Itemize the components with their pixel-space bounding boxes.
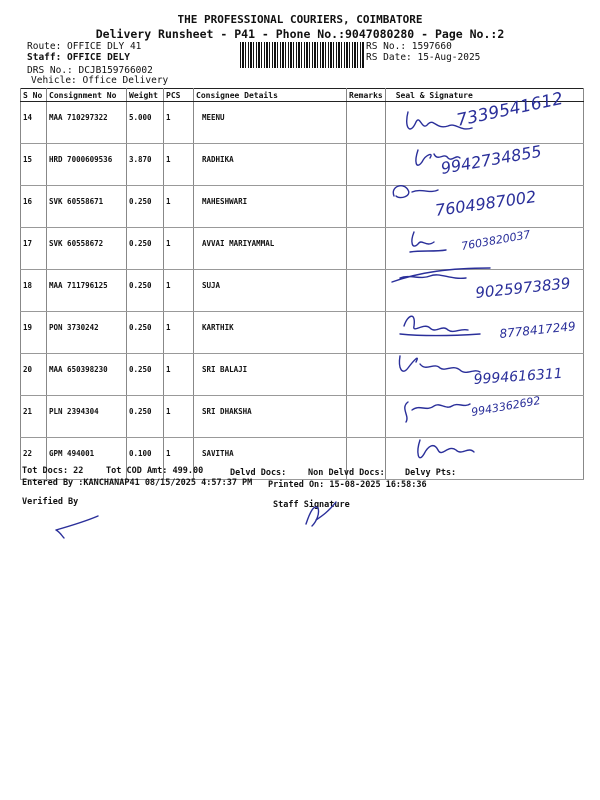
row-pcs: 1 — [164, 312, 194, 354]
runsheet-subtitle: Delivery Runsheet - P41 - Phone No.:9047080280 - Page No.:2 — [95, 27, 505, 41]
row-sno: 16 — [21, 186, 47, 228]
row-pcs: 1 — [164, 144, 194, 186]
delvd-docs: Delvd Docs: — [230, 468, 287, 478]
row-consignment: MAA 650398230 — [47, 354, 127, 396]
row-remarks — [347, 144, 386, 186]
row-consignee: KARTHIK — [194, 312, 347, 354]
row-remarks — [347, 312, 386, 354]
row-pcs: 1 — [164, 102, 194, 144]
row-sno: 17 — [21, 228, 47, 270]
signature-mark-22 — [418, 440, 474, 458]
staff-signature-ink — [296, 496, 356, 536]
row-consignment: MAA 711796125 — [47, 270, 127, 312]
row-pcs: 1 — [164, 270, 194, 312]
row-weight: 0.250 — [127, 312, 164, 354]
col-sno: S No — [21, 89, 47, 102]
signature-mark-19 — [400, 316, 480, 335]
row-consignee: MEENU — [194, 102, 347, 144]
signature-phone-21: 9943362692 — [470, 393, 542, 419]
row-consignee: SRI BALAJI — [194, 354, 347, 396]
col-signature: Seal & Signature — [385, 89, 583, 102]
row-sno: 19 — [21, 312, 47, 354]
row-sno: 18 — [21, 270, 47, 312]
row-weight: 0.100 — [127, 438, 164, 480]
row-sno: 22 — [21, 438, 47, 480]
verified-by-signature — [50, 508, 110, 548]
barcode — [240, 42, 364, 68]
route-label: Route: OFFICE DLY 41 — [27, 41, 142, 52]
row-pcs: 1 — [164, 228, 194, 270]
staff-label: Staff: OFFICE DELY — [27, 52, 130, 63]
row-remarks — [347, 186, 386, 228]
signature-phone-20: 9994616311 — [473, 365, 564, 388]
row-remarks — [347, 270, 386, 312]
entered-by: Entered By :KANCHANAP41 08/15/2025 4:57:37 PM — [22, 478, 253, 488]
signature-phone-18: 9025973839 — [474, 274, 572, 302]
row-weight: 3.870 — [127, 144, 164, 186]
col-pcs: PCS — [164, 89, 194, 102]
tot-docs: Tot Docs: 22 — [22, 466, 84, 476]
row-consignee: RADHIKA — [194, 144, 347, 186]
row-consignee: SRI DHAKSHA — [194, 396, 347, 438]
row-remarks — [347, 396, 386, 438]
row-weight: 0.250 — [127, 228, 164, 270]
staff-signature-mark — [306, 502, 336, 526]
row-pcs: 1 — [164, 396, 194, 438]
signature-phone-16: 7604987002 — [433, 186, 538, 220]
col-remarks: Remarks — [347, 89, 386, 102]
signature-mark-21 — [405, 402, 470, 422]
signature-mark-18 — [392, 268, 490, 282]
row-sno: 15 — [21, 144, 47, 186]
rs-no-label: RS No.: 1597660 — [366, 41, 452, 52]
row-remarks — [347, 354, 386, 396]
row-consignment: SVK 60558672 — [47, 228, 127, 270]
col-consignment: Consignment No — [47, 89, 127, 102]
non-delvd-docs: Non Delvd Docs: — [308, 468, 385, 478]
row-consignee: MAHESHWARI — [194, 186, 347, 228]
row-weight: 0.250 — [127, 354, 164, 396]
row-consignment: HRD 7000609536 — [47, 144, 127, 186]
verified-by-label: Verified By — [22, 497, 79, 507]
row-consignment: GPM 494001 — [47, 438, 127, 480]
signature-mark-16 — [393, 186, 438, 198]
row-pcs: 1 — [164, 354, 194, 396]
row-weight: 0.250 — [127, 270, 164, 312]
row-weight: 5.000 — [127, 102, 164, 144]
row-weight: 0.250 — [127, 396, 164, 438]
row-consignment: SVK 60558671 — [47, 186, 127, 228]
staff-signature-label: Staff Signature — [273, 500, 350, 510]
col-consignee: Consignee Details — [194, 89, 347, 102]
row-consignment: PLN 2394304 — [47, 396, 127, 438]
delvy-pts: Delvy Pts: — [405, 468, 457, 478]
company-title: THE PROFESSIONAL COURIERS, COIMBATORE — [177, 13, 423, 26]
verified-signature-mark — [56, 516, 98, 538]
row-remarks — [347, 228, 386, 270]
signature-mark-20 — [399, 356, 480, 372]
drs-no-label: DRS No.: DCJB159766002 — [27, 65, 153, 76]
row-pcs: 1 — [164, 438, 194, 480]
tot-cod-amt: Tot COD Amt: 499.00 — [106, 466, 204, 476]
row-sno: 14 — [21, 102, 47, 144]
col-weight: Weight — [127, 89, 164, 102]
printed-on: Printed On: 15-08-2025 16:58:36 — [268, 480, 427, 490]
signature-phone-14: 7339541612 — [454, 88, 565, 131]
row-remarks — [347, 102, 386, 144]
row-sno: 20 — [21, 354, 47, 396]
row-consignee: AVVAI MARIYAMMAL — [194, 228, 347, 270]
signature-mark-17 — [410, 232, 446, 252]
vehicle-label: Vehicle: Office Delivery — [31, 75, 169, 86]
signature-phone-19: 8778417249 — [498, 319, 577, 341]
signature-phone-17: 7603820037 — [460, 227, 532, 253]
row-sno: 21 — [21, 396, 47, 438]
row-weight: 0.250 — [127, 186, 164, 228]
row-consignment: MAA 710297322 — [47, 102, 127, 144]
row-pcs: 1 — [164, 186, 194, 228]
row-consignee: SAVITHA — [194, 438, 347, 480]
rs-date-label: RS Date: 15-Aug-2025 — [366, 52, 481, 63]
row-consignee: SUJA — [194, 270, 347, 312]
signatures-ink — [390, 88, 590, 472]
signature-phone-15: 9942734855 — [439, 141, 543, 178]
row-consignment: PON 3730242 — [47, 312, 127, 354]
